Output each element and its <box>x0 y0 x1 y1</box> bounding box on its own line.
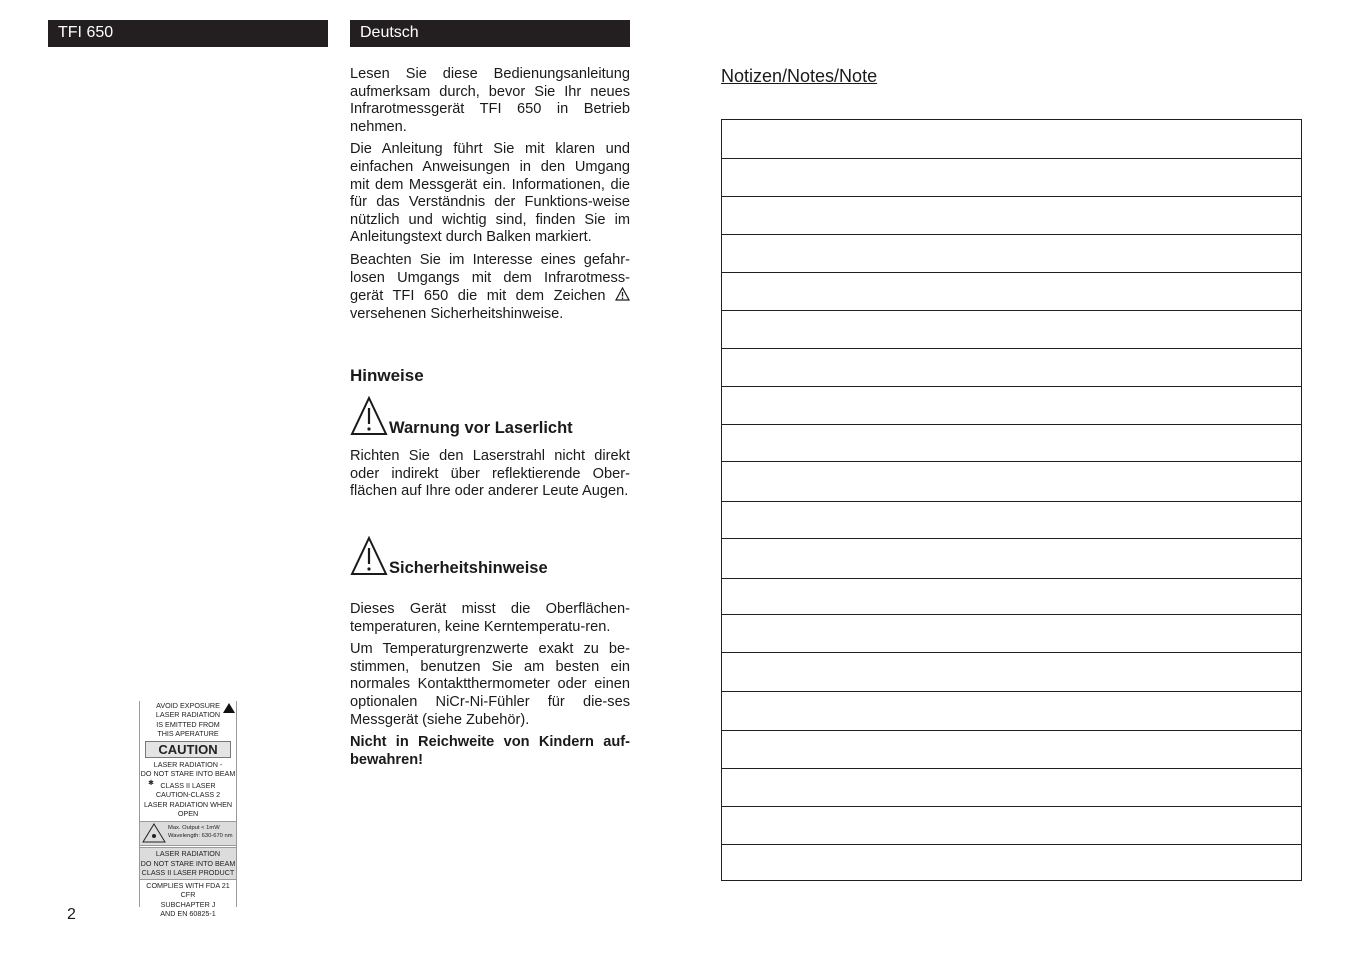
laser-product-band <box>140 847 236 879</box>
intro-paragraph-2: Die Anleitung führt Sie mit klaren und einfachen Anweisungen in den Umgang mit dem Messgerät ein. Informationen, die für das Verständnis der Funktions-weise nützlich und wichtig sind, finden Sie im Anleitungstext durch Balken markiert. <box>350 141 630 246</box>
note-line <box>722 348 1301 349</box>
laser-label-line: CLASS II LASER <box>160 780 216 790</box>
laser-label-line: LASER RADIATION - <box>153 759 223 769</box>
note-line <box>722 578 1301 579</box>
note-line <box>722 196 1301 197</box>
laser-label-line: IS EMITTED FROM <box>156 719 220 729</box>
caution-badge: CAUTION <box>145 741 231 758</box>
laser-label-line: CLASS II LASER PRODUCT <box>141 868 235 878</box>
laser-label-line: THIS APERATURE <box>157 729 219 739</box>
note-line <box>722 768 1301 769</box>
note-line <box>722 424 1301 425</box>
safety-heading <box>350 536 630 578</box>
header-left <box>48 20 328 47</box>
safety-title: Sicherheitshinweise <box>389 559 548 577</box>
note-line <box>722 310 1301 311</box>
note-line <box>722 538 1301 539</box>
laser-label-line: AVOID EXPOSURE <box>156 701 220 710</box>
intro-paragraph-3-text: Beachten Sie im Interesse eines gefahr-losen Umgangs mit dem Infrarotmess-gerät TFI 650 die mit dem Zeichen <box>350 251 630 305</box>
intro-paragraph-3 <box>350 252 630 323</box>
note-line <box>722 501 1301 502</box>
laser-label-line: CAUTION-CLASS 2 <box>155 790 221 800</box>
intro-paragraph-3-end: versehenen Sicherheitshinweise. <box>350 305 564 322</box>
laser-label-line: DO NOT STARE INTO BEAM <box>140 769 236 779</box>
note-line <box>722 691 1301 692</box>
safety-paragraph-1: Dieses Gerät misst die Oberflächen-temperaturen, keine Kerntemperatu-ren. <box>350 601 630 635</box>
product-title: TFI 650 <box>58 24 114 41</box>
laser-spec-band <box>140 821 236 846</box>
intro-paragraph-1: Lesen Sie diese Bedienungsanleitung aufmerksam durch, bevor Sie Ihr neues Infrarotmessgerät TFI 650 in Betrieb nehmen. <box>350 66 630 135</box>
laser-label-line: DO NOT STARE INTO BEAM <box>140 858 236 868</box>
safety-paragraph-2: Um Temperaturgrenzwerte exakt zu be-stimmen, benutzen Sie am besten ein normales Kontaktthermometer oder einen optionalen NiCr-Ni-Fühler für die-ses Messgerät (siehe Zubehör). <box>350 641 630 728</box>
safety-text-block <box>350 601 630 774</box>
notes-lined-box <box>721 119 1302 881</box>
laser-label-line: SUBCHAPTER J <box>160 899 216 909</box>
note-line <box>722 844 1301 845</box>
laser-spec-line: Max. Output < 1mW <box>168 825 220 832</box>
note-line <box>722 461 1301 462</box>
aperture-triangle-icon <box>223 703 235 713</box>
language-title: Deutsch <box>360 24 419 41</box>
laser-warning-label <box>139 701 237 918</box>
note-line <box>722 730 1301 731</box>
note-line <box>722 806 1301 807</box>
note-line <box>722 272 1301 273</box>
note-line <box>722 614 1301 615</box>
laser-beam-icon: ✱ <box>148 778 155 788</box>
laser-warning-heading <box>350 396 630 438</box>
laser-warning-text: Richten Sie den Laserstrahl nicht direkt oder indirekt über reflektierende Ober-flächen auf Ihre oder anderer Leute Augen. <box>350 448 630 500</box>
note-line <box>722 386 1301 387</box>
laser-label-line: LASER RADIATION <box>155 710 221 720</box>
laser-label-line: AND EN 60825-1 <box>160 908 216 918</box>
note-line <box>722 158 1301 159</box>
note-line <box>722 652 1301 653</box>
page-number: 2 <box>67 906 76 923</box>
safety-paragraph-3: Nicht in Reichweite von Kindern auf-bewahren! <box>350 734 630 768</box>
notes-title: Notizen/Notes/Note <box>721 66 878 86</box>
hinweise-title: Hinweise <box>350 366 424 385</box>
laser-spec-line: Wavelength: 630-670 nm <box>168 833 233 840</box>
header-middle <box>350 20 630 47</box>
note-line <box>722 234 1301 235</box>
warning-triangle-icon <box>350 536 388 576</box>
laser-warning-text-block <box>350 448 630 506</box>
intro-section <box>350 66 630 328</box>
laser-label-line: COMPLIES WITH FDA 21 CFR <box>146 880 230 900</box>
warning-triangle-icon <box>615 287 630 301</box>
laser-label-line: LASER RADIATION WHEN OPEN <box>143 799 233 819</box>
warning-triangle-icon <box>350 396 388 436</box>
laser-label-line: LASER RADIATION <box>155 849 221 859</box>
laser-warning-title: Warnung vor Laserlicht <box>389 419 573 437</box>
laser-hazard-icon <box>142 823 166 843</box>
